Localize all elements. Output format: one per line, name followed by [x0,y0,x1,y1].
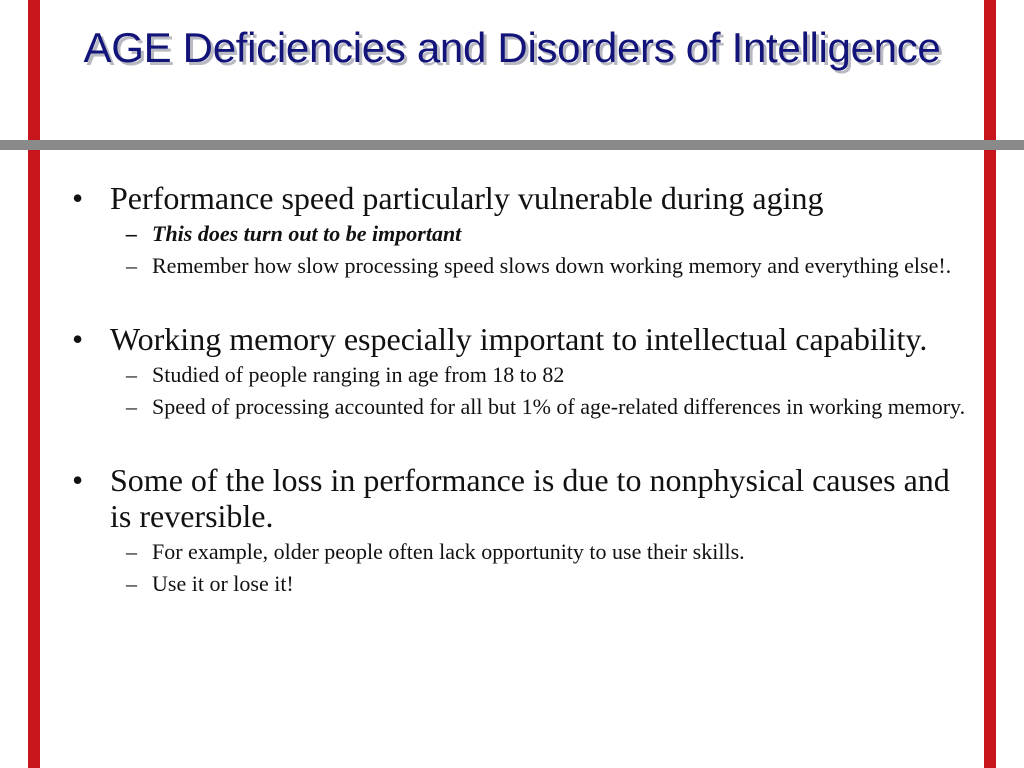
sub-bullet-text: Studied of people ranging in age from 18 to 82 [152,362,565,387]
sub-bullet-dash: – [126,253,137,278]
bullet-group [72,180,972,279]
bullet-item [72,321,972,357]
bullet-text: Working memory especially important to intellectual capability. [110,321,928,357]
left-red-bar [28,0,40,768]
sub-bullet-text: This does turn out to be important [152,221,462,246]
sub-bullet-item [72,361,972,388]
bullet-text: Performance speed particularly vulnerable during aging [110,180,824,216]
sub-bullet-dash: – [126,394,137,419]
sub-bullet-item [72,393,972,420]
sub-bullet-item [72,538,972,565]
sub-bullet-text: Speed of processing accounted for all but 1% of age-related differences in working memory. [152,394,966,419]
sub-bullet-dash: – [126,571,137,596]
sub-bullet-text: Use it or lose it! [152,571,294,596]
right-red-bar [984,0,996,768]
sub-bullet-dash: – [126,539,137,564]
sub-bullet-dash: – [126,362,137,387]
sub-bullet-item [72,252,972,279]
sub-bullet-text: Remember how slow processing speed slows down working memory and everything else!. [152,253,952,278]
sub-bullet-dash: – [126,221,137,246]
bullet-dot: • [72,462,84,498]
title-divider [0,140,1024,150]
bullet-item [72,462,972,534]
sub-bullet-item [72,220,972,247]
bullet-dot: • [72,180,84,216]
bullet-group [72,462,972,597]
slide-title: AGE Deficiencies and Disorders of Intelligence [83,24,941,71]
sub-bullet-text: For example, older people often lack opportunity to use their skills. [152,539,745,564]
bullet-dot: • [72,321,84,357]
bullet-item [72,180,972,216]
slide-body [72,180,972,639]
sub-bullet-item [72,570,972,597]
bullet-group [72,321,972,420]
bullet-text: Some of the loss in performance is due to nonphysical causes and is reversible. [110,462,950,534]
